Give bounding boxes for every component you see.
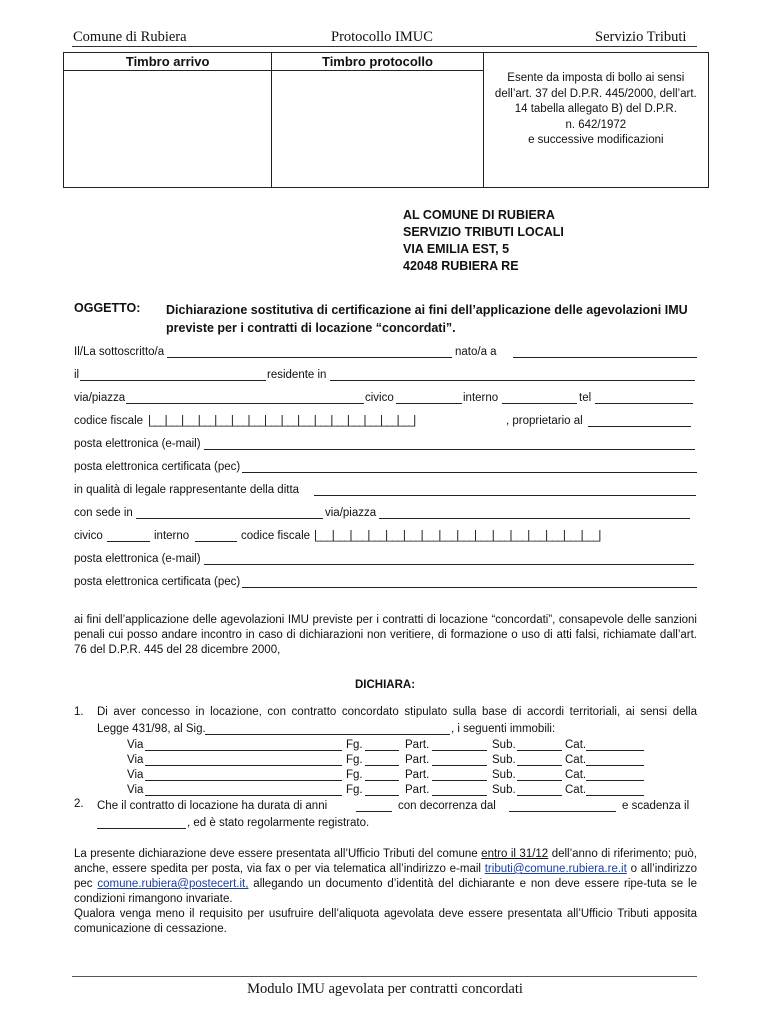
exemption-line: 14 tabella allegato B) del D.P.R.: [514, 103, 677, 115]
label-cf-2: codice fiscale: [241, 530, 311, 542]
cat-field[interactable]: [586, 795, 644, 796]
fg-field[interactable]: [365, 780, 399, 781]
label-via-2: via/piazza: [325, 507, 377, 519]
form-row-legal: [74, 482, 697, 498]
label-via: via/piazza: [74, 392, 126, 404]
subject-label: OGGETTO:: [74, 301, 141, 315]
pec-field-2[interactable]: [242, 587, 697, 588]
label-residente: residente in: [267, 369, 327, 381]
fg-field[interactable]: [365, 765, 399, 766]
pec-link[interactable]: comune.rubiera@postecert.it,: [97, 878, 249, 890]
email-link[interactable]: tributi@comune.rubiera.re.it: [484, 863, 627, 875]
label-fg: Fg.: [346, 769, 363, 781]
fiscal-code-boxes[interactable]: |___|___|___|___|___|___|___|___|___|___|___|___|___|___|___|___|: [148, 415, 415, 427]
label-via-property: Via: [127, 739, 144, 751]
end-date-field[interactable]: [97, 828, 186, 829]
label-interno: interno: [463, 392, 499, 404]
notes-text: La presente dichiarazione deve essere presentata all’Ufficio Tributi del comune: [74, 848, 478, 860]
part-field[interactable]: [432, 780, 487, 781]
form-row-pec: [74, 459, 697, 475]
sub-field[interactable]: [517, 750, 562, 751]
exemption-line: dell’art. 37 del D.P.R. 445/2000, dell’art.: [494, 87, 697, 100]
civic-field-2[interactable]: [107, 541, 150, 542]
header-protocol: Protocollo IMUC: [331, 29, 433, 45]
tenant-name-field[interactable]: [205, 734, 450, 735]
fg-field[interactable]: [365, 750, 399, 751]
stamp-arrival-box: [64, 71, 272, 188]
label-sub: Sub.: [492, 754, 516, 766]
email-field[interactable]: [204, 449, 695, 450]
property-row: [127, 782, 647, 798]
footer-title: Modulo IMU agevolata per contratti concordati: [247, 981, 523, 997]
form-row-pec-2: [74, 574, 697, 590]
label-pec-2: posta elettronica certificata (pec): [74, 576, 241, 588]
residence-field[interactable]: [330, 380, 695, 381]
form-row-seat: [74, 505, 697, 521]
recipient-line: 42048 RUBIERA RE: [403, 259, 519, 273]
label-cat: Cat.: [565, 769, 587, 781]
item-2-line-1: [97, 798, 697, 814]
deadline-text: entro il 31/12: [481, 848, 549, 860]
property-street-field[interactable]: [145, 780, 342, 781]
form-row-birth: [74, 367, 697, 383]
label-via-property: Via: [127, 754, 144, 766]
property-street-field[interactable]: [145, 750, 342, 751]
item-2-number: 2.: [74, 798, 84, 810]
item-1-text: Di aver concesso in locazione, con contratto concordato stipulato sulla base di accordi territoriali, ai sensi della: [97, 706, 697, 718]
label-sede: con sede in: [74, 507, 133, 519]
interno-field[interactable]: [502, 403, 577, 404]
label-registrato: , ed è stato regolarmente registrato.: [187, 817, 370, 829]
form-row-company-fiscal: [74, 528, 697, 544]
exemption-line: n. 642/1972: [565, 118, 627, 131]
label-durata: Che il contratto di locazione ha durata di anni: [97, 800, 328, 812]
header-municipality: Comune di Rubiera: [73, 29, 187, 45]
label-immobili: , i seguenti immobili:: [451, 723, 556, 735]
label-interno-2: interno: [154, 530, 190, 542]
stamp-table: [63, 52, 709, 188]
label-email-2: posta elettronica (e-mail): [74, 553, 201, 565]
notes-text: dell’anno di riferimento; può, anche, essere spedita per posta, via fax o per via telematica all’indirizzo e-mail: [74, 848, 697, 875]
label-civico-2: civico: [74, 530, 103, 542]
birthdate-field[interactable]: [80, 380, 266, 381]
notes-paragraph-2: [74, 907, 697, 937]
seat-street-field[interactable]: [379, 518, 690, 519]
label-sub: Sub.: [492, 784, 516, 796]
property-street-field[interactable]: [145, 795, 342, 796]
sub-field[interactable]: [517, 780, 562, 781]
intro-paragraph: [74, 613, 697, 658]
stamp-arrival-header: Timbro arrivo: [64, 53, 272, 71]
seat-field[interactable]: [136, 518, 323, 519]
footer-rule: [72, 976, 697, 977]
tel-field[interactable]: [595, 403, 693, 404]
interno-field-2[interactable]: [195, 541, 237, 542]
label-sottoscritto: Il/La sottoscritto/a: [74, 346, 165, 358]
name-field[interactable]: [167, 357, 452, 358]
cat-field[interactable]: [586, 780, 644, 781]
item-1-number: 1.: [74, 706, 84, 718]
start-date-field[interactable]: [509, 811, 616, 812]
item-1-line-2: [97, 721, 697, 737]
label-part: Part.: [405, 739, 430, 751]
label-part: Part.: [405, 754, 430, 766]
label-nato: nato/a a: [455, 346, 497, 358]
pec-field[interactable]: [242, 472, 697, 473]
label-sub: Sub.: [492, 769, 516, 781]
label-fg: Fg.: [346, 739, 363, 751]
label-legale: in qualità di legale rappresentante della ditta: [74, 484, 300, 496]
label-cat: Cat.: [565, 784, 587, 796]
sub-field[interactable]: [517, 765, 562, 766]
item-2-line-2: [97, 815, 697, 831]
form-row-email-2: [74, 551, 697, 567]
notes-text: allegando un documento d’identità del dichiarante e non deve essere ripe-tuta se le condizioni rimangono invariate.: [74, 878, 698, 905]
street-field[interactable]: [126, 403, 364, 404]
subject-text: Dichiarazione sostitutiva di certificazione ai fini dell’applicazione delle agevolazioni IMU previste per i contratti di locazione “concordati”.: [166, 303, 688, 335]
cat-field[interactable]: [586, 750, 644, 751]
duration-field[interactable]: [356, 811, 392, 812]
label-decorrenza: con decorrenza dal: [398, 800, 496, 812]
form-row-address: [74, 390, 697, 406]
label-legge: Legge 431/98, al Sig.: [97, 723, 206, 735]
label-fg: Fg.: [346, 754, 363, 766]
label-via-property: Via: [127, 769, 144, 781]
header-service: Servizio Tributi: [595, 29, 687, 45]
cat-field[interactable]: [586, 765, 644, 766]
exemption-line: Esente da imposta di bollo ai sensi: [507, 72, 685, 84]
property-row: [127, 752, 647, 768]
notes-text: o all’indirizzo pec: [74, 863, 697, 890]
intro-text: ai fini dell’applicazione delle agevolazioni IMU previste per i contratti di locazione “concordati”, consapevole delle sanzioni penali cui posso andare incontro in caso di dichiarazioni non veritiere, di formazione o uso di atti falsi, richiamate dall’art. 76 del D.P.R. 445 del 28 dicembre 2000,: [74, 614, 697, 656]
ownership-field[interactable]: [588, 426, 691, 427]
exemption-line: e successive modificazioni: [528, 134, 664, 146]
recipient-line: AL COMUNE DI RUBIERA: [403, 208, 555, 222]
cessation-text: Qualora venga meno il requisito per usufruire dell’aliquota agevolata deve essere presentata all’Ufficio Tributi apposita comunicazione di cessazione.: [74, 908, 697, 935]
company-field[interactable]: [314, 495, 696, 496]
email-field-2[interactable]: [204, 564, 694, 565]
property-street-field[interactable]: [145, 765, 342, 766]
recipient-line: SERVIZIO TRIBUTI LOCALI: [403, 225, 564, 239]
recipient-line: VIA EMILIA EST, 5: [403, 242, 510, 256]
label-tel: tel: [579, 392, 592, 404]
part-field[interactable]: [432, 765, 487, 766]
label-email: posta elettronica (e-mail): [74, 438, 201, 450]
stamp-protocol-header: Timbro protocollo: [272, 53, 483, 71]
label-part: Part.: [405, 769, 430, 781]
label-scadenza: e scadenza il: [622, 800, 690, 812]
fiscal-code-boxes-2[interactable]: |___|___|___|___|___|___|___|___|___|___|___|___|___|___|___|___|: [314, 530, 601, 542]
label-sub: Sub.: [492, 739, 516, 751]
dichiara-heading: DICHIARA:: [354, 679, 416, 691]
sub-field[interactable]: [517, 795, 562, 796]
label-fg: Fg.: [346, 784, 363, 796]
civic-field[interactable]: [396, 403, 462, 404]
label-cat: Cat.: [565, 754, 587, 766]
exemption-cell: [483, 53, 708, 188]
property-row: [127, 737, 647, 753]
part-field[interactable]: [432, 750, 487, 751]
recipient-address: [403, 207, 564, 275]
label-via-property: Via: [127, 784, 144, 796]
label-civico: civico: [365, 392, 394, 404]
part-field[interactable]: [432, 795, 487, 796]
stamp-protocol-box: [272, 71, 483, 188]
fg-field[interactable]: [365, 795, 399, 796]
label-part: Part.: [405, 784, 430, 796]
label-proprietario: , proprietario al: [506, 415, 583, 427]
label-pec: posta elettronica certificata (pec): [74, 461, 241, 473]
header-rule: [72, 46, 697, 47]
form-row-name: [74, 344, 697, 360]
form-row-fiscal: [74, 413, 697, 429]
property-row: [127, 767, 647, 783]
label-codice-fiscale: codice fiscale: [74, 415, 144, 427]
notes-paragraph-1: [74, 847, 697, 907]
form-row-email: [74, 436, 697, 452]
birthplace-field[interactable]: [513, 357, 697, 358]
label-il: il: [74, 369, 80, 381]
label-cat: Cat.: [565, 739, 587, 751]
